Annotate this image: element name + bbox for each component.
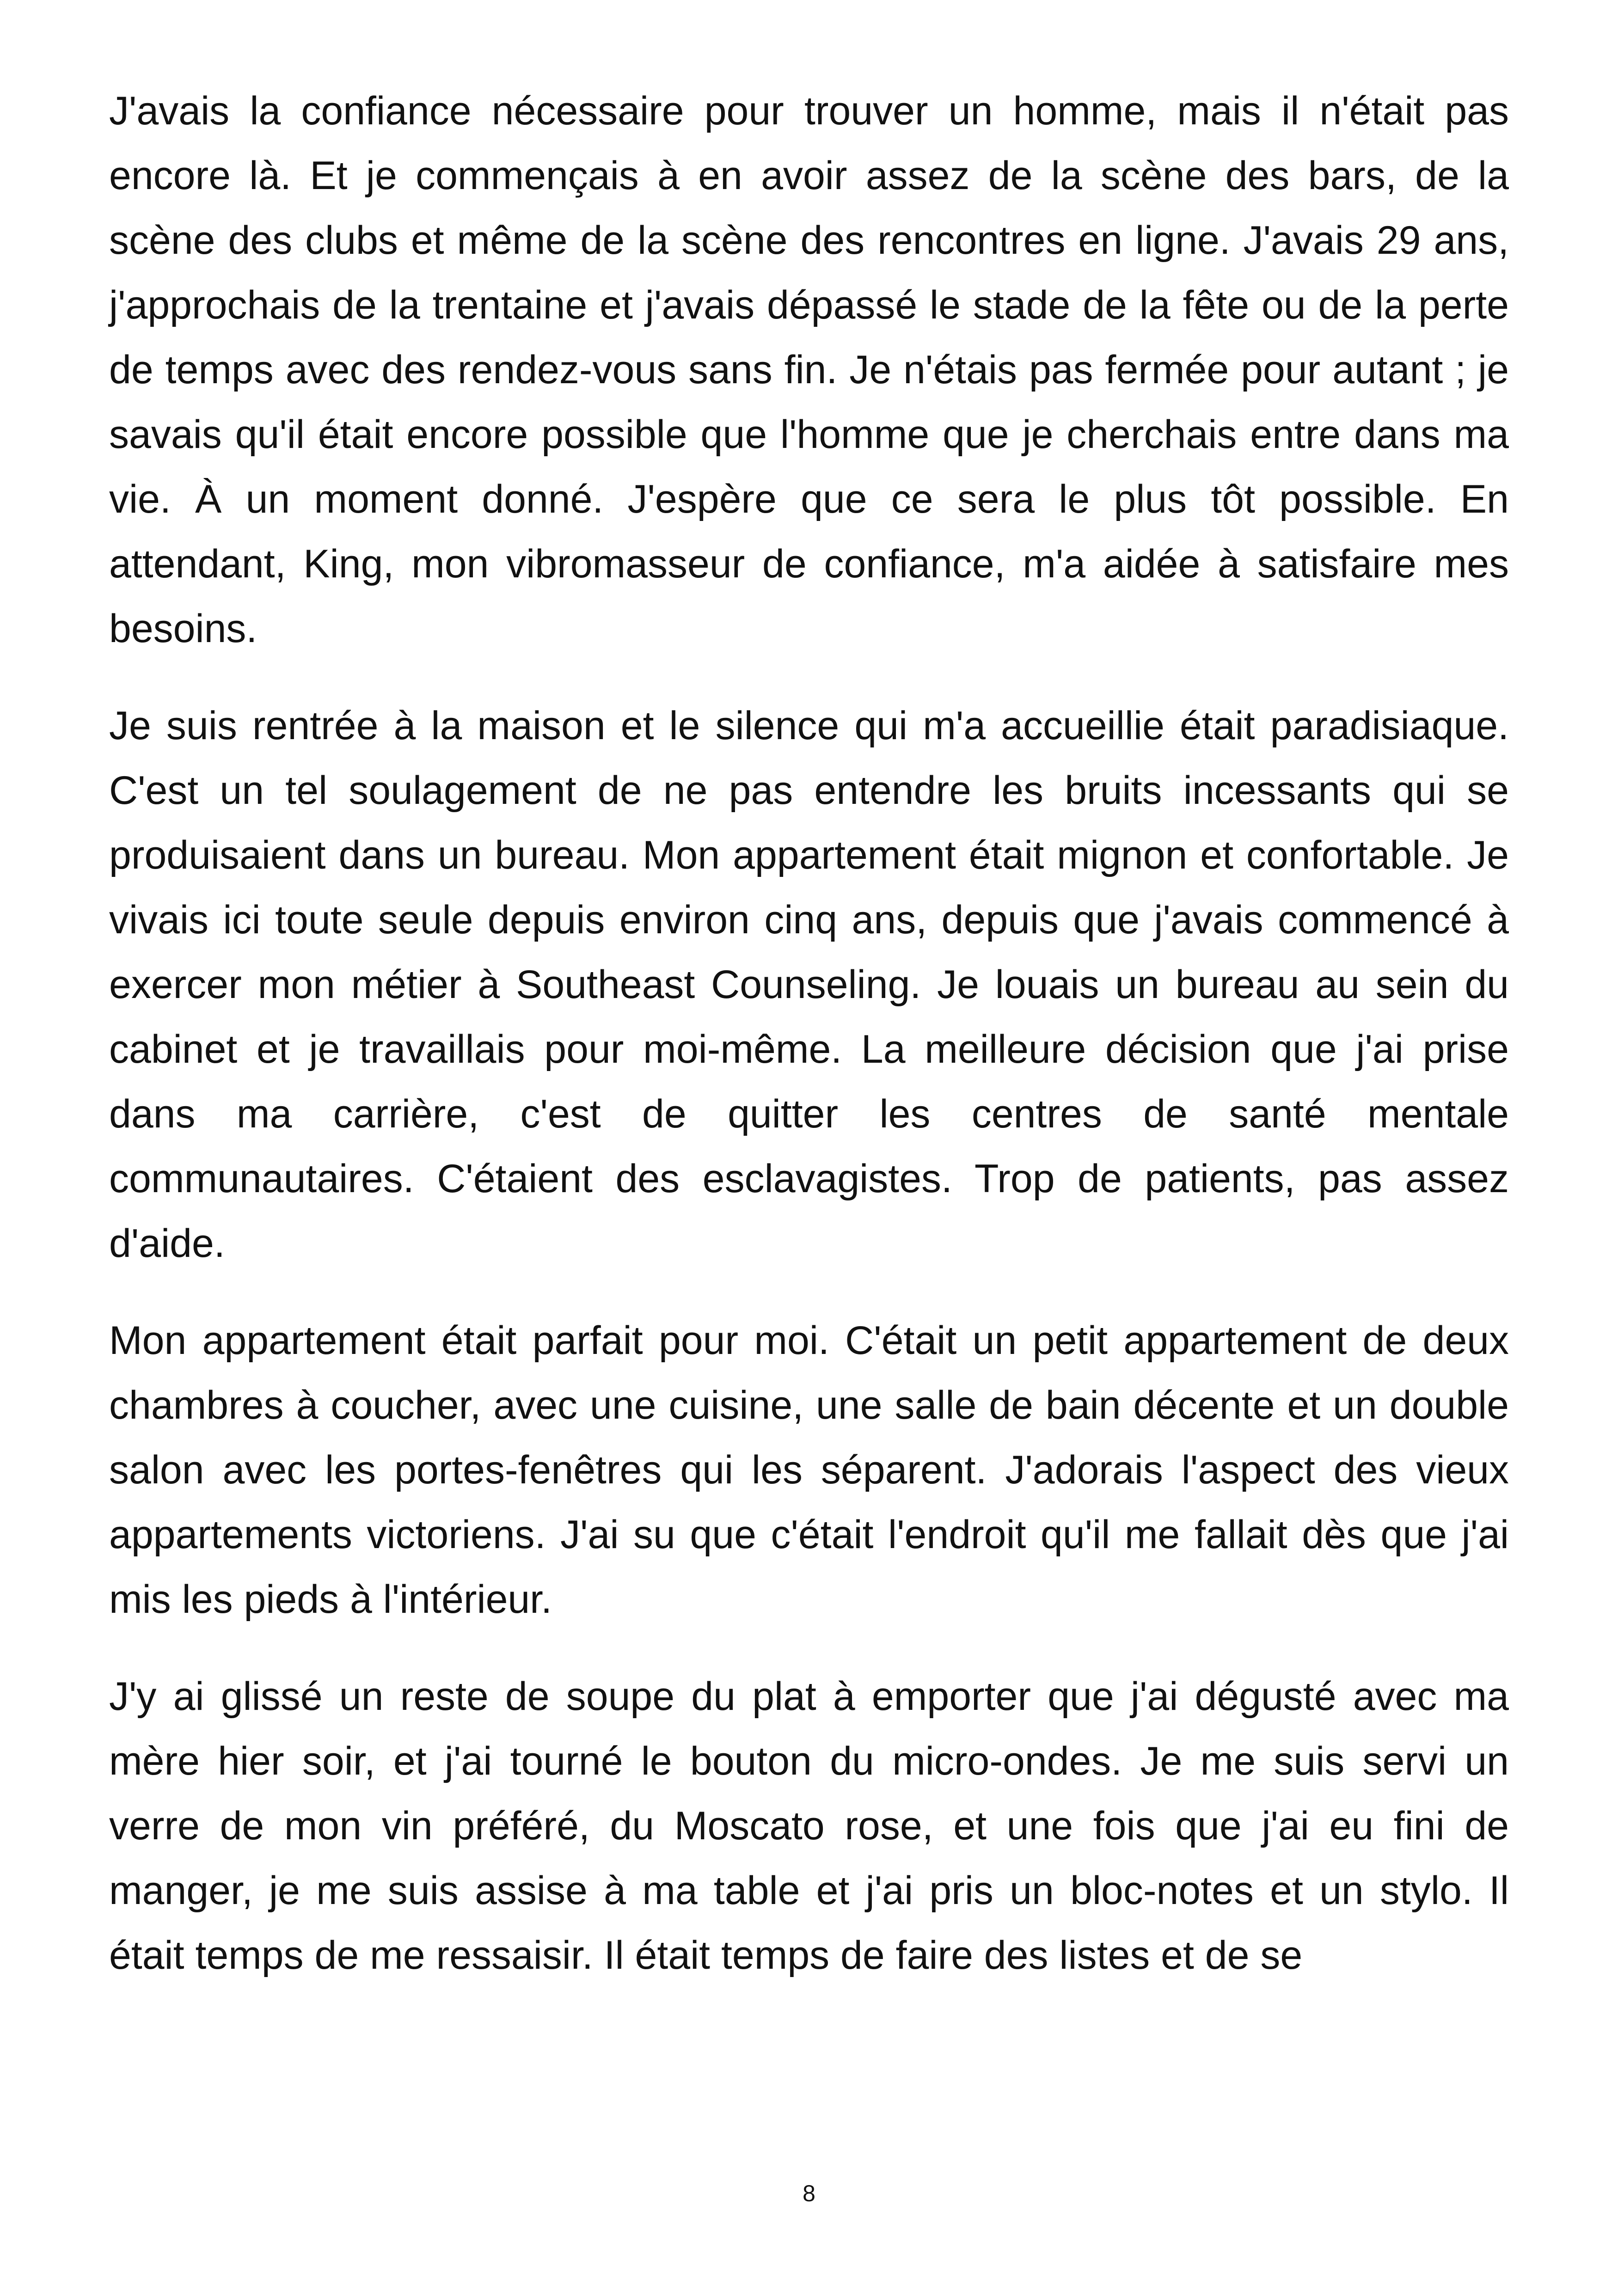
paragraph-1: J'avais la confiance nécessaire pour trouver un homme, mais il n'était pas encore là. Et je commençais à en avoir assez de la scène des bars, de la scène des clubs et même de la scène des rencontres en ligne. J'avais 29 ans, j'approchais de la trentaine et j'avais dépassé le stade de la fête ou de la perte de temps avec des rendez-vous sans fin. Je n'étais pas fermée pour autant ; je savais qu'il était encore possible que l'homme que je cherchais entre dans ma vie. À un moment donné. J'espère que ce sera le plus tôt possible. En attendant, King, mon vibromasseur de confiance, m'a aidée à satisfaire mes besoins. xyxy=(109,89,1509,651)
text-body xyxy=(109,79,1509,2020)
paragraph-3: Mon appartement était parfait pour moi. C'était un petit appartement de deux chambres à coucher, avec une cuisine, une salle de bain décente et un double salon avec les portes-fenêtres qui les séparent. J'adorais l'aspect des vieux appartements victoriens. J'ai su que c'était l'endroit qu'il me fallait dès que j'ai mis les pieds à l'intérieur. xyxy=(109,1318,1509,1622)
page-number: 8 xyxy=(803,2180,815,2206)
paragraph-4: J'y ai glissé un reste de soupe du plat à emporter que j'ai dégusté avec ma mère hier soir, et j'ai tourné le bouton du micro-ondes. Je me suis servi un verre de mon vin préféré, du Moscato rose, et une fois que j'ai eu fini de manger, je me suis assise à ma table et j'ai pris un bloc-notes et un stylo. Il était temps de me ressaisir. Il était temps de faire des listes et de se xyxy=(109,1674,1509,1978)
paragraph-2: Je suis rentrée à la maison et le silence qui m'a accueillie était paradisiaque. C'est un tel soulagement de ne pas entendre les bruits incessants qui se produisaient dans un bureau. Mon appartement était mignon et confortable. Je vivais ici toute seule depuis environ cinq ans, depuis que j'avais commencé à exercer mon métier à Southeast Counseling. Je louais un bureau au sein du cabinet et je travaillais pour moi-même. La meilleure décision que j'ai prise dans ma carrière, c'est de quitter les centres de santé mentale communautaires. C'étaient des esclavagistes. Trop de patients, pas assez d'aide. xyxy=(109,704,1509,1266)
